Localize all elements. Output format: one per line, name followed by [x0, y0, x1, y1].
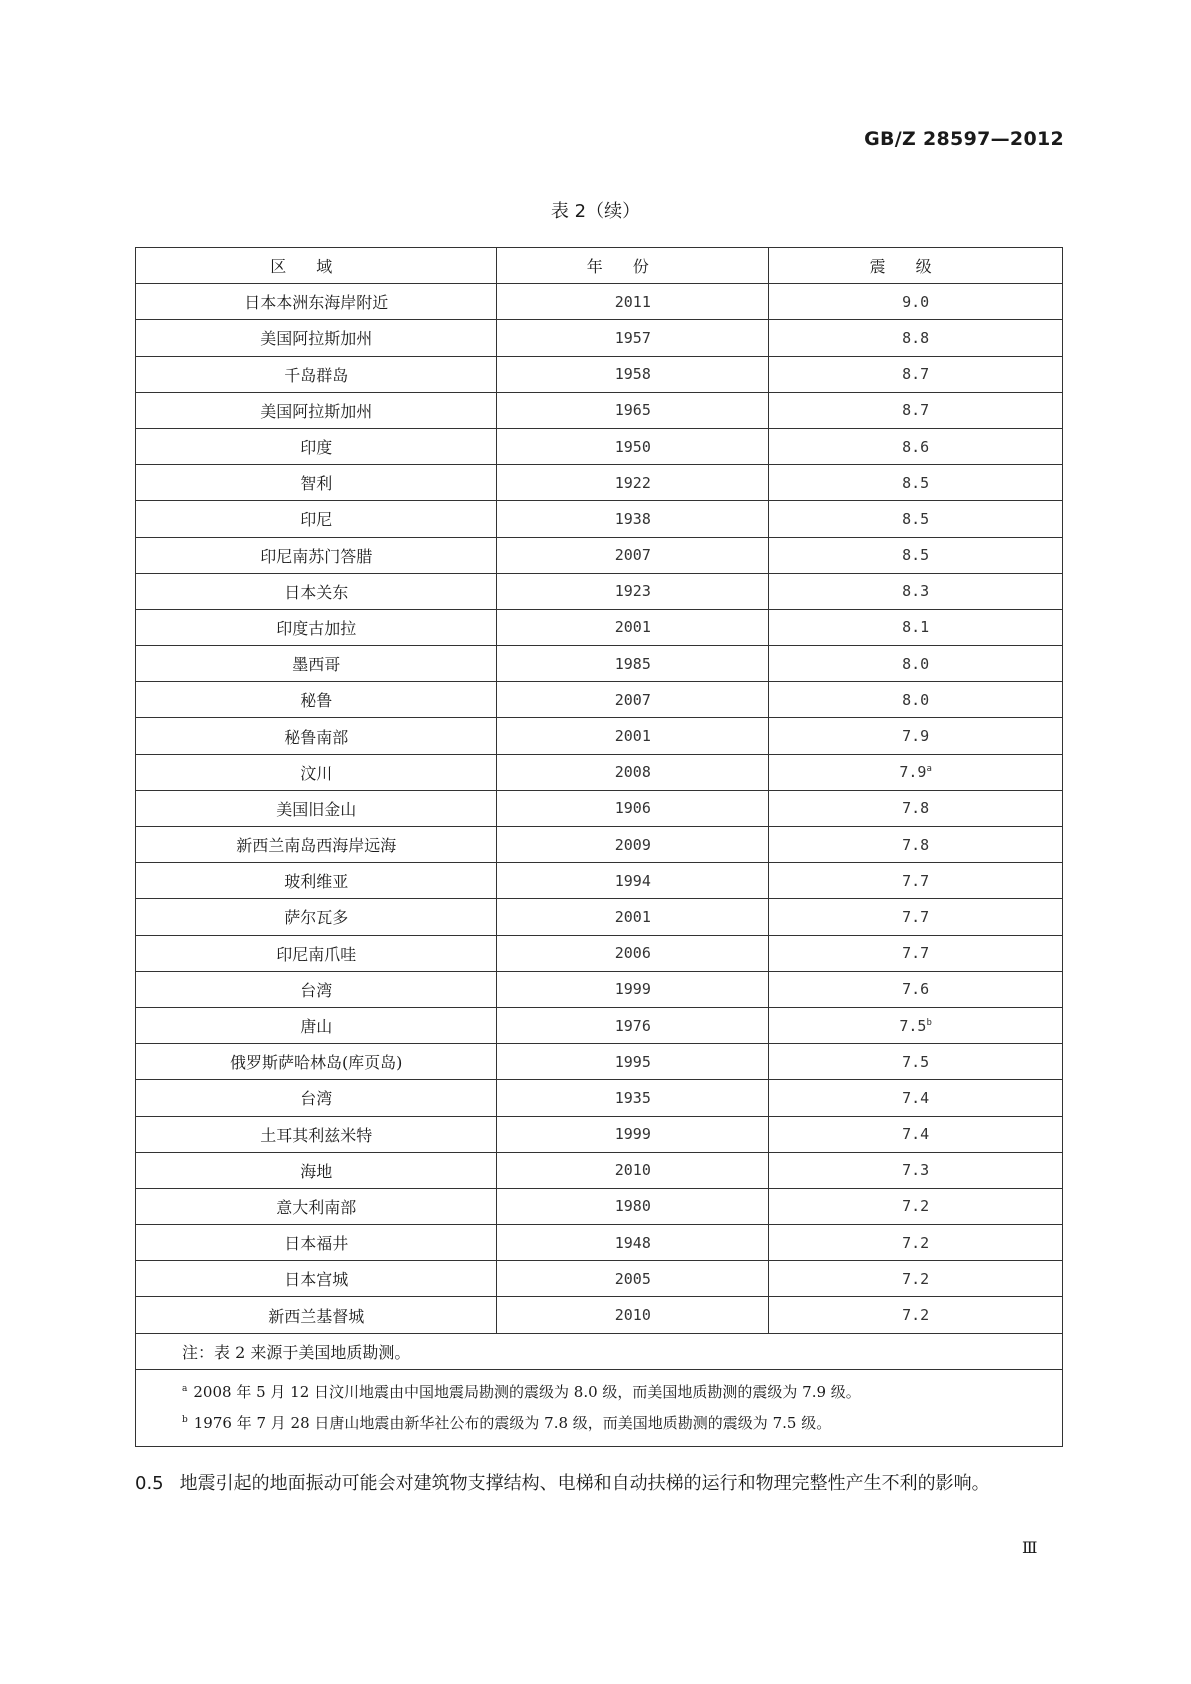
table-title: 表 2（续）	[550, 201, 641, 222]
magnitude-cell-value: 8.3	[902, 582, 930, 601]
magnitude-cell-value: 8.5	[902, 546, 930, 565]
table-row	[136, 827, 1063, 863]
year-cell-value: 2011	[614, 292, 651, 311]
region-cell-value: 千岛群岛	[284, 365, 349, 385]
magnitude-cell	[769, 537, 1063, 573]
year-cell	[497, 1044, 769, 1080]
year-cell	[497, 971, 769, 1007]
region-cell	[136, 863, 497, 899]
magnitude-cell	[769, 971, 1063, 1007]
table-row	[136, 1297, 1063, 1333]
magnitude-cell	[769, 1116, 1063, 1152]
region-cell-value: 印度	[300, 438, 333, 458]
section-number: 0.5	[135, 1473, 164, 1494]
year-cell-value: 1948	[614, 1233, 651, 1252]
table-footnotes	[136, 1369, 1063, 1446]
region-cell-value: 墨西哥	[292, 655, 341, 675]
table-row	[136, 465, 1063, 501]
region-cell	[136, 392, 497, 428]
year-cell-value: 2006	[614, 944, 651, 963]
region-cell-value: 汶川	[300, 763, 333, 783]
table-row	[136, 573, 1063, 609]
magnitude-cell	[769, 935, 1063, 971]
table-row	[136, 320, 1063, 356]
region-cell-value: 日本关东	[284, 582, 349, 602]
table-row	[136, 682, 1063, 718]
region-cell-value: 美国旧金山	[276, 799, 357, 819]
region-cell	[136, 971, 497, 1007]
column-header-year: 年份	[497, 248, 769, 284]
table-row	[136, 971, 1063, 1007]
magnitude-cell	[769, 465, 1063, 501]
year-cell-value: 2010	[614, 1161, 651, 1180]
magnitude-cell-value: 7.2	[902, 1306, 930, 1325]
year-cell-value: 1957	[614, 328, 651, 347]
footnote-mark: a	[926, 764, 932, 775]
table-header-row	[136, 248, 1063, 284]
magnitude-cell-value: 8.0	[902, 690, 930, 709]
year-cell	[497, 609, 769, 645]
year-cell	[497, 827, 769, 863]
magnitude-cell-value: 7.9	[899, 763, 927, 782]
region-cell	[136, 356, 497, 392]
document-code: GB/Z 28597—2012	[864, 128, 1064, 150]
magnitude-cell	[769, 1225, 1063, 1261]
region-cell	[136, 1261, 497, 1297]
year-cell	[497, 646, 769, 682]
year-cell	[497, 501, 769, 537]
magnitude-cell	[769, 356, 1063, 392]
table-row	[136, 1007, 1063, 1043]
year-cell	[497, 754, 769, 790]
magnitude-cell	[769, 320, 1063, 356]
magnitude-cell-value: 8.5	[902, 509, 930, 528]
year-cell	[497, 1080, 769, 1116]
year-cell	[497, 320, 769, 356]
table-row	[136, 754, 1063, 790]
region-cell	[136, 682, 497, 718]
magnitude-cell	[769, 609, 1063, 645]
year-cell-value: 1980	[614, 1197, 651, 1216]
magnitude-cell	[769, 827, 1063, 863]
footnote-text: 1976 年 7 月 28 日唐山地震由新华社公布的震级为 7.8 级，而美国地质勘测的震级为 7.5 级。	[193, 1413, 832, 1432]
year-cell-value: 2010	[614, 1306, 651, 1325]
table-note-row	[136, 1333, 1063, 1369]
footnote-text: 2008 年 5 月 12 日汶川地震由中国地震局勘测的震级为 8.0 级，而美国地质勘测的震级为 7.9 级。	[193, 1382, 861, 1401]
magnitude-cell-value: 7.3	[902, 1161, 930, 1180]
region-cell-value: 日本本洲东海岸附近	[244, 293, 389, 313]
table-row	[136, 718, 1063, 754]
table-row	[136, 1225, 1063, 1261]
magnitude-cell	[769, 1297, 1063, 1333]
table-row	[136, 935, 1063, 971]
year-cell	[497, 356, 769, 392]
year-cell	[497, 573, 769, 609]
region-cell-value: 俄罗斯萨哈林岛(库页岛)	[229, 1053, 403, 1073]
year-cell-value: 1906	[614, 799, 651, 818]
year-cell	[497, 899, 769, 935]
magnitude-cell-value: 7.7	[902, 944, 930, 963]
column-header-magnitude: 震级	[769, 248, 1063, 284]
region-cell	[136, 465, 497, 501]
magnitude-cell	[769, 501, 1063, 537]
magnitude-cell-value: 7.7	[902, 907, 930, 926]
region-cell	[136, 284, 497, 320]
table-row	[136, 1261, 1063, 1297]
year-cell	[497, 1225, 769, 1261]
magnitude-cell	[769, 284, 1063, 320]
region-cell	[136, 827, 497, 863]
year-cell	[497, 790, 769, 826]
magnitude-cell-value: 8.7	[902, 365, 930, 384]
magnitude-cell-value: 8.7	[902, 401, 930, 420]
year-cell-value: 1976	[614, 1016, 651, 1035]
year-cell-value: 1958	[614, 365, 651, 384]
magnitude-cell-value: 7.5	[902, 1052, 930, 1071]
table-row	[136, 1152, 1063, 1188]
page-number: Ⅲ	[1022, 1538, 1038, 1557]
magnitude-cell-value: 8.0	[902, 654, 930, 673]
magnitude-cell-value: 7.4	[902, 1125, 930, 1144]
year-cell	[497, 428, 769, 464]
year-cell	[497, 1188, 769, 1224]
region-cell-value: 玻利维亚	[284, 872, 349, 892]
region-cell-value: 印度古加拉	[276, 618, 357, 638]
table-row	[136, 1044, 1063, 1080]
table-row	[136, 428, 1063, 464]
region-cell-value: 印尼南苏门答腊	[260, 546, 373, 566]
region-cell-value: 美国阿拉斯加州	[260, 329, 373, 349]
year-cell-value: 1922	[614, 473, 651, 492]
magnitude-cell-value: 8.8	[902, 328, 930, 347]
magnitude-cell-value: 7.2	[902, 1197, 930, 1216]
year-cell-value: 1994	[614, 871, 651, 890]
table-row	[136, 1116, 1063, 1152]
year-cell-value: 2007	[614, 690, 651, 709]
year-cell-value: 1935	[614, 1088, 651, 1107]
region-cell	[136, 1007, 497, 1043]
year-cell-value: 1995	[614, 1052, 651, 1071]
region-cell-value: 新西兰南岛西海岸远海	[236, 836, 397, 856]
region-cell-value: 土耳其利兹米特	[260, 1125, 373, 1145]
magnitude-cell	[769, 682, 1063, 718]
region-cell	[136, 501, 497, 537]
year-cell-value: 2001	[614, 618, 651, 637]
earthquake-table	[135, 247, 1063, 1447]
magnitude-cell	[769, 754, 1063, 790]
region-cell	[136, 790, 497, 826]
magnitude-cell	[769, 392, 1063, 428]
footnote-a	[182, 1377, 1062, 1408]
magnitude-cell-value: 8.1	[902, 618, 930, 637]
year-cell-value: 1938	[614, 509, 651, 528]
region-cell	[136, 754, 497, 790]
year-cell-value: 1999	[614, 980, 651, 999]
region-cell	[136, 320, 497, 356]
region-cell-value: 意大利南部	[276, 1197, 357, 1217]
table-row	[136, 1188, 1063, 1224]
table-row	[136, 392, 1063, 428]
year-cell	[497, 1261, 769, 1297]
table-row	[136, 356, 1063, 392]
year-cell	[497, 863, 769, 899]
magnitude-cell-value: 7.9	[902, 727, 930, 746]
year-cell-value: 2005	[614, 1269, 651, 1288]
year-cell	[497, 284, 769, 320]
region-cell	[136, 1188, 497, 1224]
region-cell	[136, 1225, 497, 1261]
magnitude-cell	[769, 1261, 1063, 1297]
year-cell-value: 2001	[614, 907, 651, 926]
table-row	[136, 609, 1063, 645]
table-footnotes-row	[136, 1369, 1063, 1446]
magnitude-cell	[769, 573, 1063, 609]
region-cell	[136, 573, 497, 609]
magnitude-cell-value: 7.2	[902, 1269, 930, 1288]
table-row	[136, 284, 1063, 320]
region-cell-value: 秘鲁	[300, 691, 333, 711]
magnitude-cell-value: 7.5	[899, 1016, 927, 1035]
year-cell	[497, 935, 769, 971]
region-cell-value: 台湾	[300, 1089, 333, 1109]
region-cell	[136, 1297, 497, 1333]
column-header-region: 区域	[136, 248, 497, 284]
region-cell-value: 新西兰基督城	[268, 1306, 365, 1326]
year-cell-value: 2009	[614, 835, 651, 854]
year-cell	[497, 537, 769, 573]
region-cell-value: 日本福井	[284, 1234, 349, 1254]
region-cell-value: 印尼	[300, 510, 333, 530]
table-row	[136, 899, 1063, 935]
magnitude-cell	[769, 899, 1063, 935]
region-cell-value: 智利	[300, 474, 333, 494]
region-cell-value: 印尼南爪哇	[276, 944, 357, 964]
footnote-b	[182, 1408, 1062, 1439]
year-cell	[497, 1116, 769, 1152]
year-cell-value: 1999	[614, 1125, 651, 1144]
magnitude-cell-value: 7.4	[902, 1088, 930, 1107]
region-cell	[136, 1116, 497, 1152]
region-cell	[136, 1080, 497, 1116]
region-cell-value: 日本宫城	[284, 1270, 349, 1290]
magnitude-cell	[769, 1152, 1063, 1188]
region-cell	[136, 537, 497, 573]
year-cell-value: 2001	[614, 727, 651, 746]
magnitude-cell	[769, 718, 1063, 754]
table-row	[136, 646, 1063, 682]
magnitude-cell	[769, 428, 1063, 464]
table-row	[136, 501, 1063, 537]
table-row	[136, 537, 1063, 573]
section-paragraph	[135, 1466, 1063, 1502]
year-cell-value: 1923	[614, 582, 651, 601]
footnote-mark: a	[182, 1383, 188, 1394]
region-cell-value: 唐山	[300, 1017, 333, 1037]
magnitude-cell-value: 8.5	[902, 473, 930, 492]
region-cell	[136, 609, 497, 645]
magnitude-cell-value: 7.8	[902, 799, 930, 818]
magnitude-cell-value: 7.7	[902, 871, 930, 890]
footnote-mark: b	[926, 1017, 932, 1028]
region-cell-value: 海地	[300, 1161, 333, 1181]
year-cell-value: 1950	[614, 437, 651, 456]
year-cell-value: 2008	[614, 763, 651, 782]
region-cell-value: 美国阿拉斯加州	[260, 401, 373, 421]
year-cell-value: 2007	[614, 546, 651, 565]
magnitude-cell	[769, 863, 1063, 899]
magnitude-cell-value: 7.6	[902, 980, 930, 999]
table-note: 注：表 2 来源于美国地质勘测。	[136, 1333, 1063, 1369]
year-cell	[497, 1152, 769, 1188]
table-row	[136, 1080, 1063, 1116]
year-cell	[497, 465, 769, 501]
region-cell	[136, 718, 497, 754]
year-cell	[497, 682, 769, 718]
magnitude-cell	[769, 1044, 1063, 1080]
year-cell	[497, 1007, 769, 1043]
footnote-mark: b	[182, 1414, 188, 1425]
region-cell	[136, 428, 497, 464]
year-cell	[497, 392, 769, 428]
paragraph-text: 地震引起的地面振动可能会对建筑物支撑结构、电梯和自动扶梯的运行和物理完整性产生不利的影响。	[179, 1473, 990, 1494]
magnitude-cell	[769, 1188, 1063, 1224]
region-cell	[136, 935, 497, 971]
region-cell	[136, 646, 497, 682]
region-cell	[136, 1044, 497, 1080]
year-cell	[497, 1297, 769, 1333]
table-row	[136, 863, 1063, 899]
magnitude-cell	[769, 790, 1063, 826]
year-cell-value: 1985	[614, 654, 651, 673]
year-cell-value: 1965	[614, 401, 651, 420]
magnitude-cell-value: 8.6	[902, 437, 930, 456]
region-cell	[136, 899, 497, 935]
region-cell	[136, 1152, 497, 1188]
region-cell-value: 台湾	[300, 980, 333, 1000]
magnitude-cell-value: 7.2	[902, 1233, 930, 1252]
table-row	[136, 790, 1063, 826]
region-cell-value: 秘鲁南部	[284, 727, 349, 747]
magnitude-cell	[769, 1007, 1063, 1043]
magnitude-cell-value: 7.8	[902, 835, 930, 854]
year-cell	[497, 718, 769, 754]
magnitude-cell-value: 9.0	[902, 292, 930, 311]
magnitude-cell	[769, 646, 1063, 682]
magnitude-cell	[769, 1080, 1063, 1116]
region-cell-value: 萨尔瓦多	[284, 908, 349, 928]
